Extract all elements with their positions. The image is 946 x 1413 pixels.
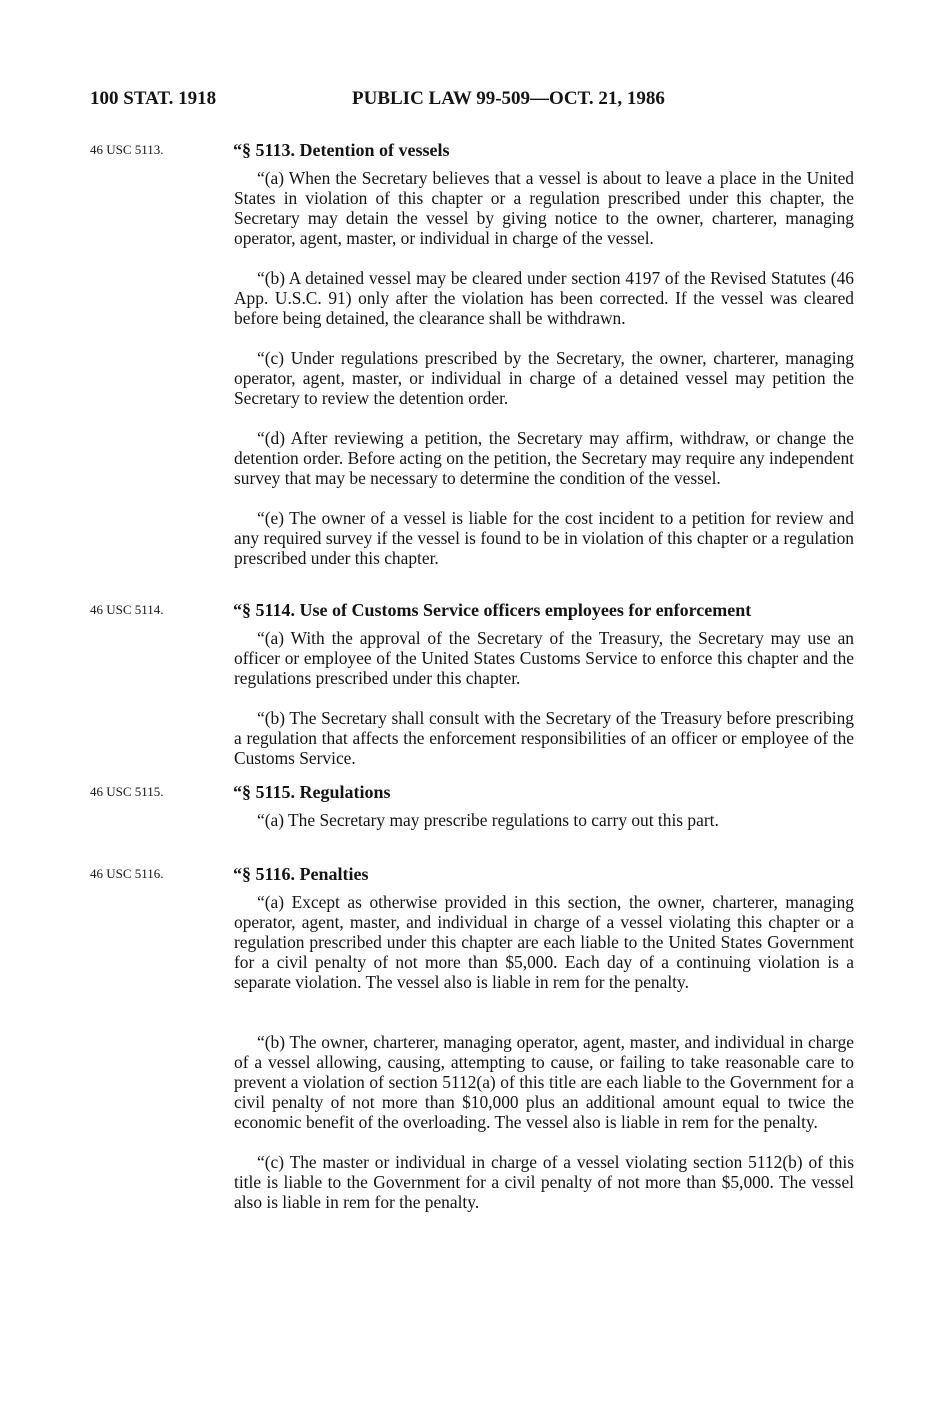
margin-note: 46 USC 5114. bbox=[90, 602, 164, 617]
section-5114 bbox=[90, 600, 858, 775]
paragraph-a: “(a) The Secretary may prescribe regulations to carry out this part. bbox=[257, 810, 719, 830]
paragraph-b: “(b) The owner, charterer, managing operator, agent, master, and individual in charge of a vessel allowing, causing, attempting to cause, or failing to take reasonable care to prevent a violation of section 5112(a) of this title are each liable to the Government for a civil penalty of not more than $10,000 plus an additional amount equal to twice the economic benefit of the overloading. The vessel also is liable in rem for the penalty. bbox=[234, 1032, 854, 1132]
section-5113 bbox=[90, 140, 858, 600]
public-law-title: PUBLIC LAW 99-509—OCT. 21, 1986 bbox=[352, 88, 665, 109]
section-heading: “§ 5116. Penalties bbox=[233, 864, 369, 884]
paragraph-b: “(b) A detained vessel may be cleared under section 4197 of the Revised Statutes (46 App. U.S.C. 91) only after the violation has been corrected. If the vessel was cleared before being detained, the clearance shall be withdrawn. bbox=[234, 268, 854, 328]
paragraph-a: “(a) Except as otherwise provided in this section, the owner, charterer, managing operator, agent, master, and individual in charge of a vessel violating this chapter or a regulation prescribed under this chapter are each liable to the United States Government for a civil penalty of not more than $5,000. Each day of a continuing violation is a separate violation. The vessel also is liable in rem for the penalty. bbox=[234, 892, 854, 992]
section-heading: “§ 5115. Regulations bbox=[233, 782, 391, 802]
paragraph-a: “(a) When the Secretary believes that a vessel is about to leave a place in the United States in violation of this chapter or a regulation prescribed under this chapter, the Secretary may detain the vessel by giving notice to the owner, charterer, managing operator, agent, master, or individual in charge of the vessel. bbox=[234, 168, 854, 248]
margin-note: 46 USC 5115. bbox=[90, 784, 164, 799]
section-heading: “§ 5114. Use of Customs Service officers employees for enforcement bbox=[233, 600, 752, 620]
paragraph-a: “(a) With the approval of the Secretary of the Treasury, the Secretary may use an officer or employee of the United States Customs Service to enforce this chapter and the regulations prescribed under this chapter. bbox=[234, 628, 854, 688]
paragraph-d: “(d) After reviewing a petition, the Secretary may affirm, withdraw, or change the detention order. Before acting on the petition, the Secretary may require any independent survey that may be necessary to determine the condition of the vessel. bbox=[234, 428, 854, 488]
stat-page-number: 100 STAT. 1918 bbox=[90, 88, 217, 109]
margin-note: 46 USC 5113. bbox=[90, 142, 164, 157]
paragraph-b: “(b) The Secretary shall consult with the Secretary of the Treasury before prescribing a regulation that affects the enforcement responsibilities of an officer or employee of the Customs Service. bbox=[234, 708, 854, 768]
paragraph-e: “(e) The owner of a vessel is liable for the cost incident to a petition for review and any required survey if the vessel is found to be in violation of this chapter or a regulation prescribed under this chapter. bbox=[234, 508, 854, 568]
page-header bbox=[90, 88, 856, 128]
section-heading: “§ 5113. Detention of vessels bbox=[233, 140, 450, 160]
section-5115 bbox=[90, 782, 858, 852]
section-5116 bbox=[90, 864, 858, 1264]
paragraph-c: “(c) Under regulations prescribed by the Secretary, the owner, charterer, managing operator, agent, master, or individual in charge of a detained vessel may petition the Secretary to review the detention order. bbox=[234, 348, 854, 408]
margin-note: 46 USC 5116. bbox=[90, 866, 164, 881]
paragraph-c: “(c) The master or individual in charge of a vessel violating section 5112(b) of this title is liable to the Government for a civil penalty of not more than $5,000. The vessel also is liable in rem for the penalty. bbox=[234, 1152, 854, 1212]
